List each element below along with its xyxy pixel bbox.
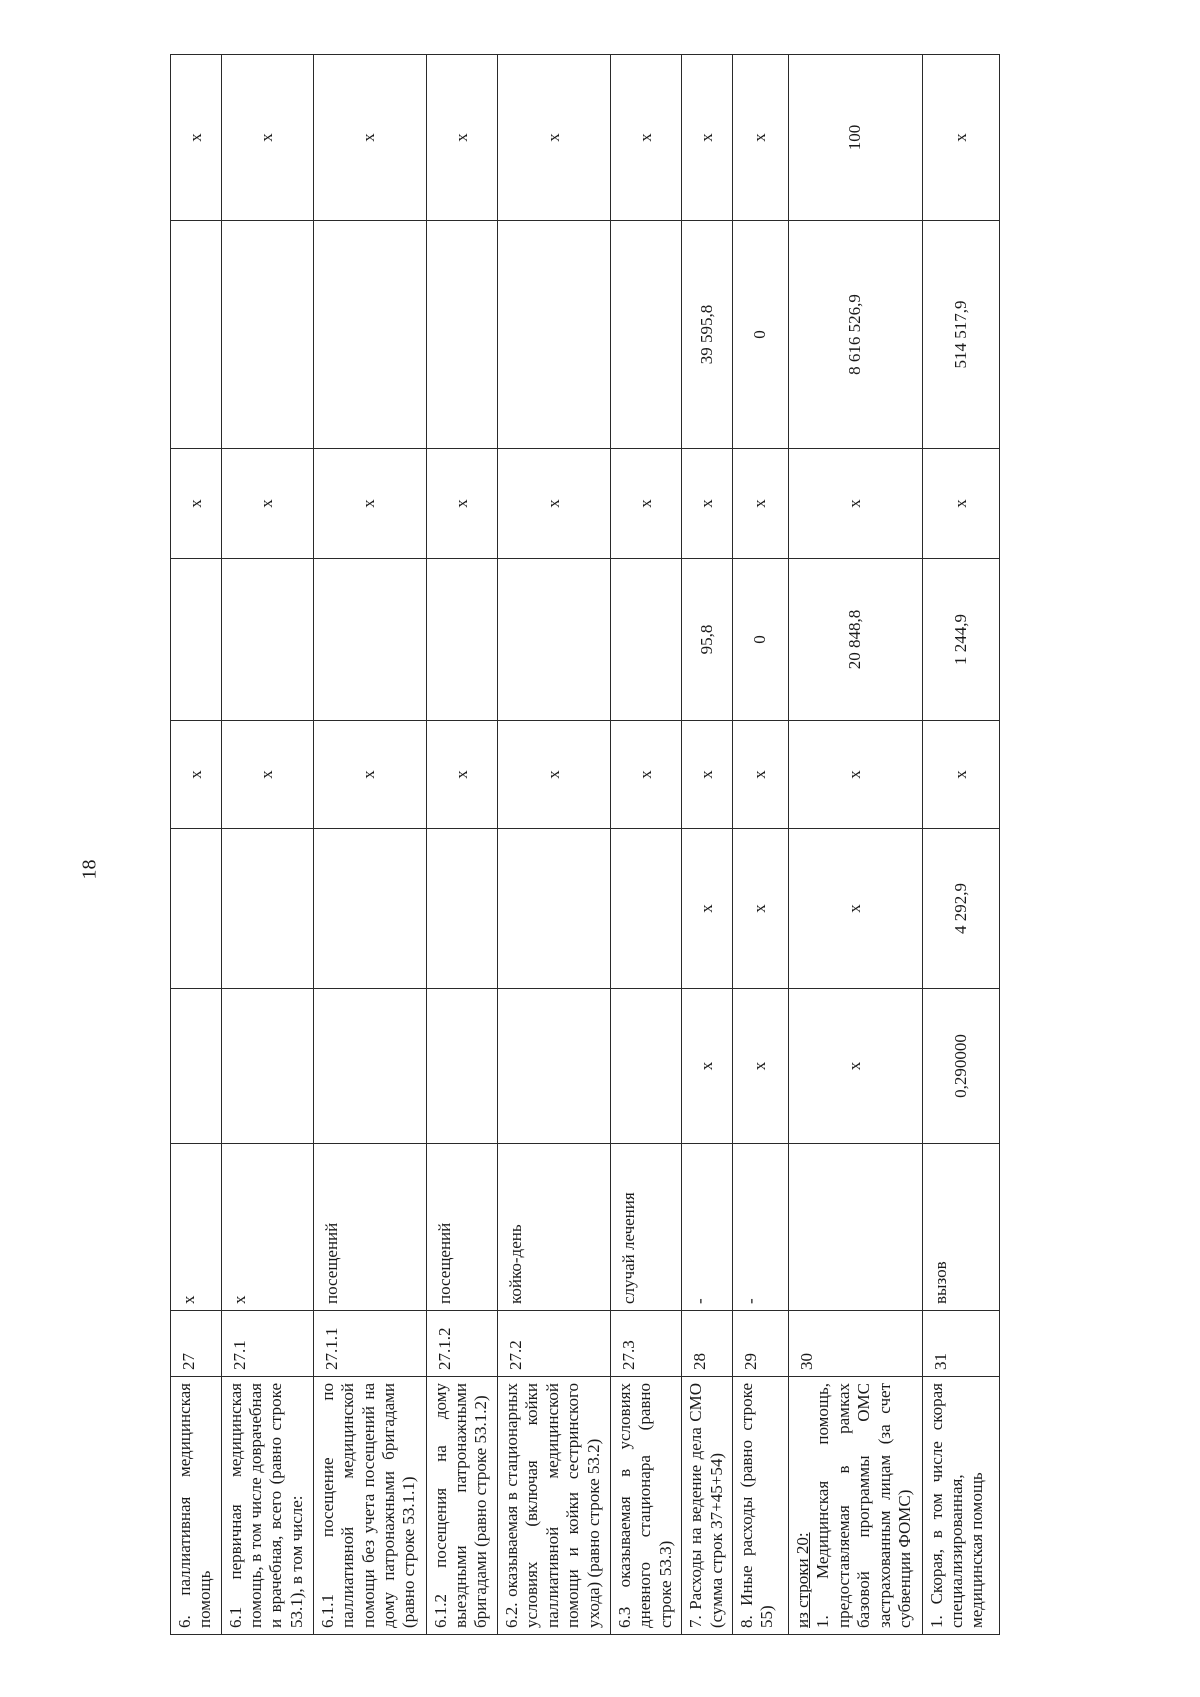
cell-value: x: [185, 499, 205, 508]
unit-cell: [313, 1144, 426, 1311]
value-cell-c5: [733, 829, 789, 989]
row-code-cell: [733, 1311, 789, 1377]
value-cell-c10: [497, 55, 610, 221]
row-name-cell: [733, 1377, 789, 1635]
value-cell-c5: [426, 829, 497, 989]
value-cell-c8: [171, 449, 222, 559]
cell-value: 1 244,9: [950, 614, 970, 665]
cell-value: x: [696, 133, 716, 142]
value-cell-c6: [922, 721, 999, 829]
value-cell-c5: [922, 829, 999, 989]
unit-value: посещений: [321, 1222, 341, 1304]
value-cell-c6: [497, 721, 610, 829]
table-row: [610, 55, 681, 1635]
value-cell-c6: [682, 721, 733, 829]
cell-value: 39 595,8: [696, 304, 716, 365]
row-code-cell: [221, 1311, 313, 1377]
value-cell-c10: [313, 55, 426, 221]
cell-value: x: [845, 770, 865, 779]
cell-value: 514 517,9: [950, 300, 970, 369]
table-row: [171, 55, 222, 1635]
row-code: 30: [797, 1353, 817, 1370]
table-row: [733, 55, 789, 1635]
value-cell-c7: [682, 559, 733, 721]
cell-value: x: [543, 770, 563, 779]
value-cell-c8: [313, 449, 426, 559]
value-cell-c8: [789, 449, 923, 559]
value-cell-c9: [171, 221, 222, 449]
unit-value: -: [690, 1298, 710, 1304]
unit-value: вызов: [930, 1261, 950, 1304]
row-name: 6.2. оказываемая в стационарных условиях (включая койки паллиативной медицинской помощи и койки сестринского ухода) (равно строке 53.2): [501, 1383, 603, 1628]
row-code-cell: [922, 1311, 999, 1377]
unit-value: -: [741, 1298, 761, 1304]
row-name-cell: [171, 1377, 222, 1635]
row-name-cell: [682, 1377, 733, 1635]
cell-value: x: [696, 1061, 716, 1071]
value-cell-c10: [789, 55, 923, 221]
rotated-table-wrapper: [170, 55, 1000, 1635]
value-cell-c10: [426, 55, 497, 221]
cell-value: x: [185, 133, 205, 142]
row-code-cell: [682, 1311, 733, 1377]
cell-value: x: [451, 770, 471, 779]
row-name: 6.1.2 посещения на дому выездными патронажными бригадами (равно строке 53.1.2): [430, 1383, 491, 1628]
value-cell-c4: [610, 989, 681, 1144]
value-cell-c7: [733, 559, 789, 721]
row-name: 6. паллиативная медицинская помощь: [175, 1383, 215, 1628]
value-cell-c7: [221, 559, 313, 721]
row-code: 28: [690, 1353, 710, 1370]
value-cell-c6: [733, 721, 789, 829]
row-code-cell: [313, 1311, 426, 1377]
row-code-cell: [426, 1311, 497, 1377]
row-code: 27.2: [505, 1340, 525, 1370]
value-cell-c4: [426, 989, 497, 1144]
row-name-cell: [922, 1377, 999, 1635]
unit-cell: [497, 1144, 610, 1311]
value-cell-c4: [171, 989, 222, 1144]
row-name-cell: [610, 1377, 681, 1635]
cell-value: x: [256, 770, 276, 779]
value-cell-c4: [733, 989, 789, 1144]
cell-value: 4 292,9: [950, 883, 970, 934]
cell-value: 0: [750, 330, 770, 339]
cell-value: 8 616 526,9: [845, 294, 865, 375]
value-cell-c7: [497, 559, 610, 721]
cell-value: x: [696, 770, 716, 779]
row-name-cell: [497, 1377, 610, 1635]
value-cell-c9: [610, 221, 681, 449]
value-cell-c7: [789, 559, 923, 721]
value-cell-c5: [789, 829, 923, 989]
value-cell-c10: [610, 55, 681, 221]
value-cell-c6: [426, 721, 497, 829]
table-row: [497, 55, 610, 1635]
row-code: 27: [179, 1353, 198, 1370]
unit-value: посещений: [434, 1222, 454, 1304]
value-cell-c10: [171, 55, 222, 221]
cell-value: x: [256, 133, 276, 142]
unit-value: койко-день: [505, 1224, 525, 1304]
value-cell-c8: [497, 449, 610, 559]
cell-value: x: [750, 1061, 770, 1071]
unit-cell: [610, 1144, 681, 1311]
cell-value: x: [185, 770, 205, 779]
value-cell-c10: [922, 55, 999, 221]
value-cell-c8: [922, 449, 999, 559]
value-cell-c5: [221, 829, 313, 989]
cell-value: x: [359, 133, 379, 142]
value-cell-c8: [610, 449, 681, 559]
row-code: 27.3: [618, 1340, 638, 1370]
value-cell-c4: [313, 989, 426, 1144]
value-cell-c5: [682, 829, 733, 989]
cell-value: x: [451, 133, 471, 142]
row-code: 31: [930, 1353, 950, 1370]
row-name: 1. Скорая, в том числе скорая специализированная, медицинская помощь: [926, 1383, 987, 1628]
value-cell-c4: [922, 989, 999, 1144]
value-cell-c9: [922, 221, 999, 449]
value-cell-c6: [313, 721, 426, 829]
cell-value: x: [845, 499, 865, 508]
value-cell-c4: [221, 989, 313, 1144]
unit-cell: [426, 1144, 497, 1311]
cell-value: x: [950, 770, 970, 779]
cell-value: 95,8: [696, 624, 716, 655]
value-cell-c9: [733, 221, 789, 449]
row-code: 27.1.2: [434, 1327, 454, 1370]
cell-value: x: [635, 499, 655, 508]
cell-value: x: [451, 499, 471, 508]
value-cell-c9: [426, 221, 497, 449]
cell-value: x: [696, 904, 716, 913]
cell-value: x: [750, 904, 770, 913]
unit-cell: [789, 1144, 923, 1311]
cell-value: x: [950, 133, 970, 142]
table-row: [682, 55, 733, 1635]
unit-value: случай лечения: [618, 1192, 638, 1304]
row-code: 27.1.1: [321, 1327, 341, 1370]
cell-value: x: [256, 499, 276, 508]
unit-cell: [221, 1144, 313, 1311]
unit-value: x: [179, 1295, 198, 1304]
value-cell-c10: [221, 55, 313, 221]
row-name-cell: [221, 1377, 313, 1635]
table-row: [426, 55, 497, 1635]
cell-value: x: [359, 499, 379, 508]
value-cell-c6: [221, 721, 313, 829]
value-cell-c9: [682, 221, 733, 449]
financing-table: [170, 54, 1000, 1635]
value-cell-c9: [789, 221, 923, 449]
unit-cell: [733, 1144, 789, 1311]
cell-value: x: [950, 499, 970, 508]
value-cell-c5: [171, 829, 222, 989]
value-cell-c7: [426, 559, 497, 721]
value-cell-c7: [610, 559, 681, 721]
row-code-cell: [610, 1311, 681, 1377]
unit-cell: [922, 1144, 999, 1311]
cell-value: x: [750, 499, 770, 508]
value-cell-c9: [497, 221, 610, 449]
row-name-cell: [426, 1377, 497, 1635]
cell-value: x: [845, 904, 865, 913]
cell-value: x: [359, 770, 379, 779]
value-cell-c6: [610, 721, 681, 829]
cell-value: x: [696, 499, 716, 508]
row-code-cell: [497, 1311, 610, 1377]
unit-cell: [682, 1144, 733, 1311]
cell-value: x: [635, 770, 655, 779]
cell-value: x: [543, 133, 563, 142]
value-cell-c8: [426, 449, 497, 559]
cell-value: x: [635, 133, 655, 142]
value-cell-c6: [789, 721, 923, 829]
row-code-cell: [789, 1311, 923, 1377]
table-row: [789, 55, 923, 1635]
row-code-cell: [171, 1311, 222, 1377]
cell-value: x: [845, 1061, 865, 1071]
value-cell-c5: [610, 829, 681, 989]
value-cell-c7: [922, 559, 999, 721]
row-name: 8. Иные расходы (равно строке 55): [737, 1383, 777, 1628]
value-cell-c4: [497, 989, 610, 1144]
value-cell-c9: [221, 221, 313, 449]
cell-value: x: [750, 770, 770, 779]
table-row: [313, 55, 426, 1635]
row-name: 6.1.1 посещение по паллиативной медицинской помощи без учета посещений на дому патронажными бригадами (равно строке 53.1.1): [317, 1383, 419, 1628]
cell-value: x: [750, 133, 770, 142]
cell-value: 0: [750, 635, 770, 644]
cell-value: 0,290000: [950, 1034, 970, 1098]
table-row: [922, 55, 999, 1635]
row-subheading: из строки 20:: [793, 1532, 813, 1628]
value-cell-c6: [171, 721, 222, 829]
value-cell-c8: [221, 449, 313, 559]
table-row: [221, 55, 313, 1635]
row-code: 27.1: [229, 1340, 249, 1370]
value-cell-c4: [789, 989, 923, 1144]
value-cell-c4: [682, 989, 733, 1144]
value-cell-c5: [497, 829, 610, 989]
unit-cell: [171, 1144, 222, 1311]
value-cell-c8: [682, 449, 733, 559]
cell-value: 100: [845, 124, 865, 151]
row-name: 7. Расходы на ведение дела СМО (сумма строк 37+45+54): [686, 1383, 726, 1628]
value-cell-c10: [682, 55, 733, 221]
row-name-cell: [789, 1377, 923, 1635]
value-cell-c9: [313, 221, 426, 449]
row-subtext: 1. Медицинская помощь, предоставляемая в рамках базовой программы ОМС застрахованным лицам (за счет субвенции ФОМС): [813, 1383, 914, 1628]
value-cell-c5: [313, 829, 426, 989]
value-cell-c7: [313, 559, 426, 721]
value-cell-c10: [733, 55, 789, 221]
row-code: 29: [741, 1353, 761, 1370]
row-name-cell: [313, 1377, 426, 1635]
row-name: 6.3 оказываемая в условиях дневного стационара (равно строке 53.3): [614, 1383, 675, 1628]
value-cell-c7: [171, 559, 222, 721]
page-number: 18: [78, 859, 101, 880]
cell-value: x: [543, 499, 563, 508]
row-name: 6.1 первичная медицинская помощь, в том числе доврачебная и врачебная, всего (равно строке 53.1), в том числе:: [225, 1383, 306, 1628]
unit-value: x: [229, 1295, 249, 1304]
cell-value: 20 848,8: [845, 609, 865, 670]
value-cell-c8: [733, 449, 789, 559]
